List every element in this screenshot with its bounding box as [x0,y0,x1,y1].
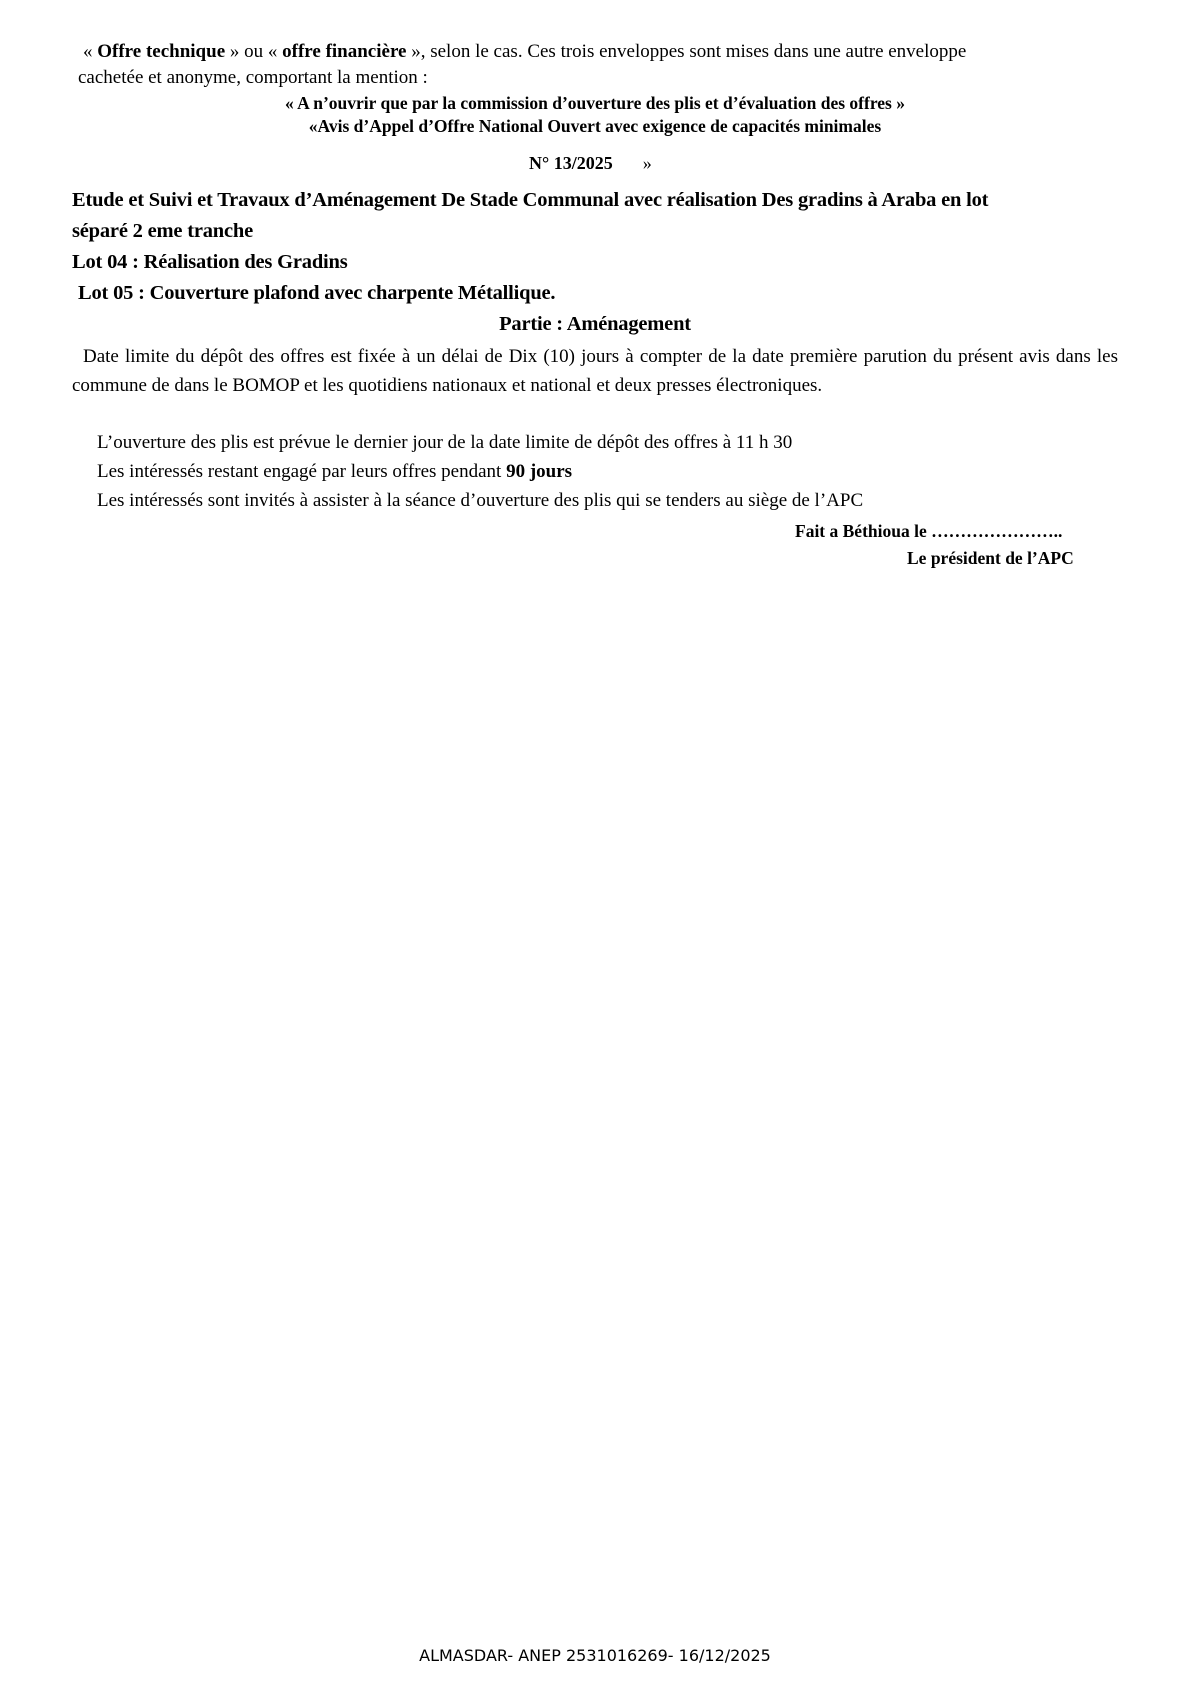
avis-numero-close: » [642,153,652,173]
lot-05: Lot 05 : Couverture plafond avec charpente Métallique. [78,282,556,304]
offre-financiere-label: offre financière [282,41,407,62]
invitation-line: Les intéressés sont invités à assister à la séance d’ouverture des plis qui se tenders au siège de l’APC [97,490,864,511]
ouverture-line: L’ouverture des plis est prévue le dernier jour de la date limite de dépôt des offres à 11 h 30 [97,432,793,453]
signature-president: Le président de l’APC [907,548,1074,568]
engagement-duration: 90 jours [506,461,573,482]
partie-title: Partie : Aménagement [499,313,691,335]
signature-place-date: Fait a Béthioua le ………………….. [795,521,1063,541]
footer-reference: ALMASDAR- ANEP 2531016269- 16/12/2025 [419,1646,771,1665]
lot-04: Lot 04 : Réalisation des Gradins [72,251,348,273]
mention-line-1: « A n’ouvrir que par la commission d’ouverture des plis et d’évaluation des offres » [285,93,905,113]
offre-technique-label: Offre technique [97,41,226,62]
engagement-line [97,461,572,483]
intro-rest-line-1: », selon le cas. Ces trois enveloppes sont mises dans une autre enveloppe [406,41,967,62]
intro-line-1 [83,41,966,63]
intro-line-2: cachetée et anonyme, comportant la mention : [78,67,428,88]
engagement-text: Les intéressés restant engagé par leurs offres pendant [97,461,507,482]
mention-line-2: «Avis d’Appel d’Offre National Ouvert avec exigence de capacités minimales [308,116,882,136]
project-title-line-2: séparé 2 eme tranche [72,220,254,242]
avis-numero [529,152,652,174]
avis-numero-value: N° 13/2025 [529,153,613,173]
project-title-line-1: Etude et Suivi et Travaux d’Aménagement De Stade Communal avec réalisation Des gradins à Araba en lot [72,189,989,211]
intro-quote-open: « [83,41,98,62]
intro-quote-close-ou: » ou « [225,41,283,62]
date-limite-paragraph: Date limite du dépôt des offres est fixée à un délai de Dix (10) jours à compter de la date première parution du présent avis dans les commune de dans le BOMOP et les quotidiens nationaux et national et deux presses électroniques. [72,346,1118,396]
